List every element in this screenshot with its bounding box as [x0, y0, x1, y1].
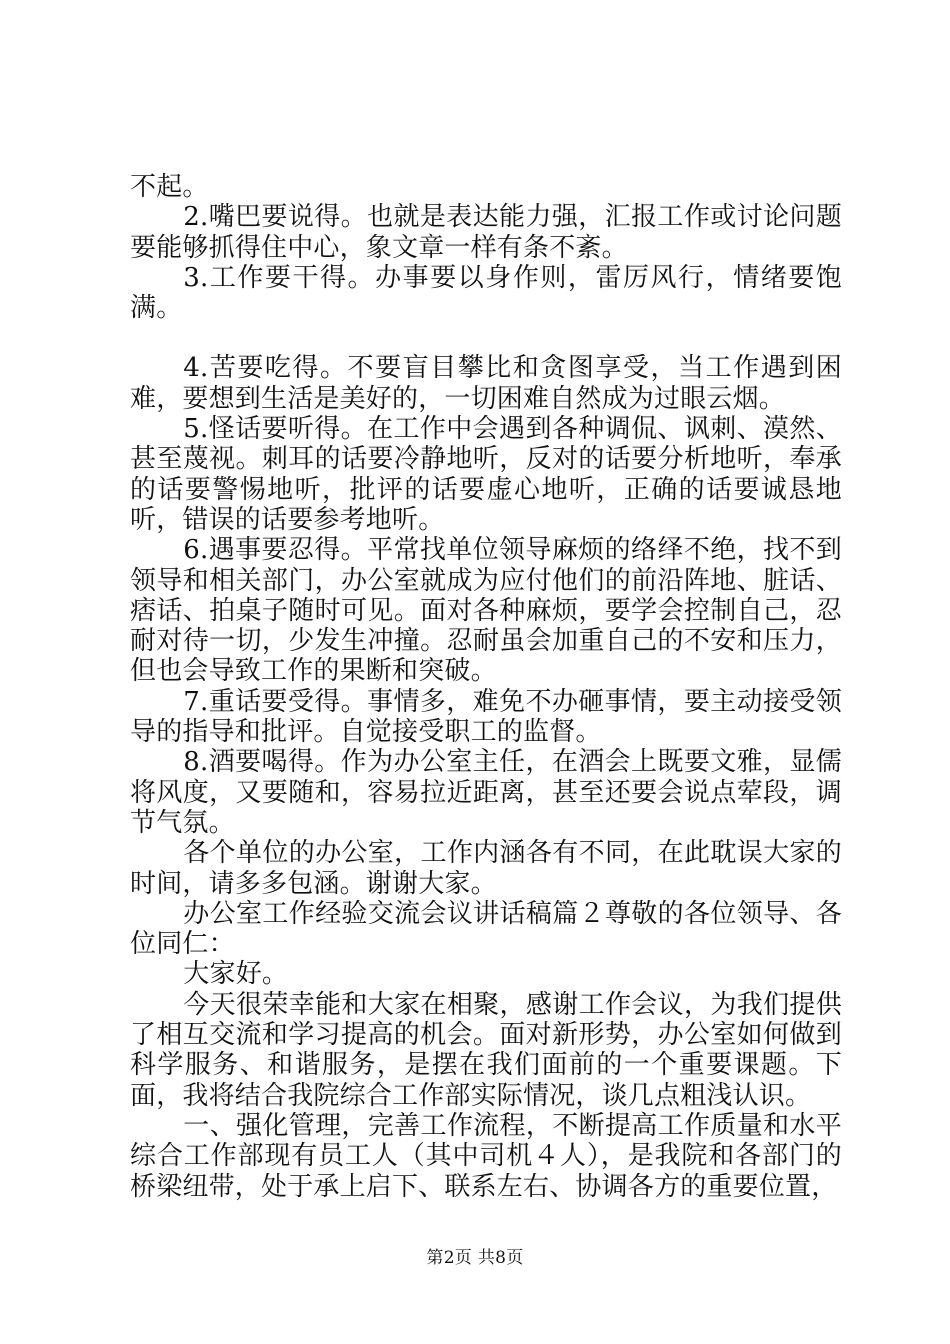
paragraph-intro: 今天很荣幸能和大家在相聚，感谢工作会议，为我们提供了相互交流和学习提高的机会。面对新形势，办公室如何做到科学服务、和谐服务，是摆在我们面前的一个重要课题。下面，我将结合我院综合工作部实际情况，谈几点粗浅认识。 — [130, 989, 842, 1111]
paragraph-section-1: 一、强化管理，完善工作流程，不断提高工作质量和水平综合工作部现有员工人（其中司机４人），是我院和各部门的桥梁纽带，处于承上启下、联系左右、协调各方的重要位置， — [130, 1110, 842, 1202]
document-body — [130, 172, 842, 1202]
paragraph-closing: 各个单位的办公室，工作内涵各有不同，在此耽误大家的时间，请多多包涵。谢谢大家。 — [130, 838, 842, 899]
paragraph-item-3: 3.工作要干得。办事要以身作则，雷厉风行，情绪要饱满。 — [130, 262, 842, 324]
paragraph-item-5: 5.怪话要听得。在工作中会遇到各种调侃、讽刺、漠然、甚至蔑视。刺耳的话要冷静地听，反对的话要分析地听，奉承的话要警惕地听，批评的话要虚心地听，正确的话要诚恳地听，错误的话要参考地听。 — [130, 414, 842, 535]
page-footer: 第2页 共8页 — [426, 1248, 524, 1268]
paragraph-greeting: 大家好。 — [183, 959, 289, 990]
paragraph-speech-2-heading: 办公室工作经验交流会议讲话稿篇２尊敬的各位领导、各位同仁： — [130, 898, 842, 960]
paragraph-item-4: 4.苦要吃得。不要盲目攀比和贪图享受，当工作遇到困难，要想到生活是美好的，一切困难自然成为过眼云烟。 — [130, 353, 842, 414]
paragraph-item-6: 6.遇事要忍得。平常找单位领导麻烦的络绎不绝，找不到领导和相关部门，办公室就成为应付他们的前沿阵地、脏话、痞话、拍桌子随时可见。面对各种麻烦，要学会控制自己，忍耐对待一切，少发生冲撞。忍耐虽会加重自己的不安和压力，但也会导致工作的果断和突破。 — [130, 535, 842, 687]
paragraph-continuation: 不起。 — [130, 172, 209, 202]
paragraph-item-2: 2.嘴巴要说得。也就是表达能力强，汇报工作或讨论问题要能够抓得住中心，象文章一样有条不紊。 — [130, 202, 842, 263]
paragraph-item-8: 8.酒要喝得。作为办公室主任，在酒会上既要文雅，显儒将风度，又要随和，容易拉近距离，甚至还要会说点荤段，调节气氛。 — [130, 747, 842, 838]
blank-line — [130, 323, 842, 353]
paragraph-item-7: 7.重话要受得。事情多，难免不办砸事情，要主动接受领导的指导和批评。自觉接受职工的监督。 — [130, 686, 842, 748]
